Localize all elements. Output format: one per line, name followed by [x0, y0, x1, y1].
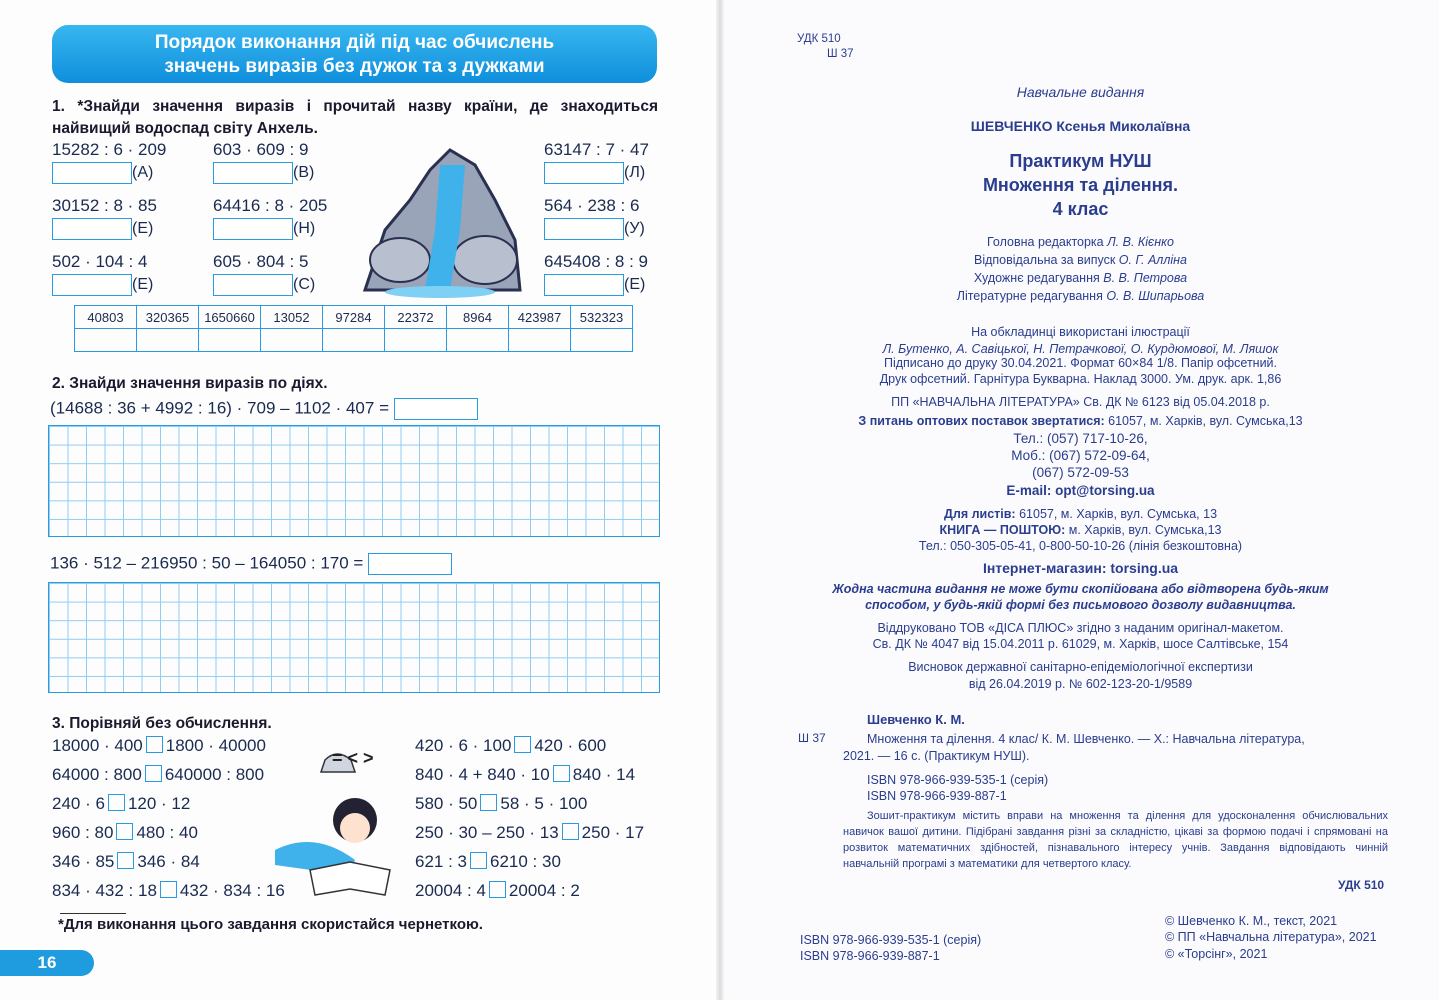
credit-person: В. В. Петрова	[1103, 271, 1188, 285]
wholesale-label: З питань оптових поставок звертатися:	[858, 414, 1105, 428]
credit-line	[722, 235, 1439, 249]
isbn-2: ISBN 978-966-939-887-1	[867, 789, 1007, 803]
letter-input-cell[interactable]	[509, 329, 571, 352]
credit-person: О. В. Шипарьова	[1106, 289, 1205, 303]
letter-input-cell[interactable]	[261, 329, 323, 352]
letter-label: (А)	[132, 164, 154, 182]
letters-address: 61057, м. Харків, вул. Сумська, 13	[1015, 507, 1218, 521]
comparison-item	[52, 852, 200, 872]
letters-label: Для листів:	[943, 507, 1016, 521]
answer-input[interactable]	[394, 398, 478, 420]
comparison-right: 346 · 84	[137, 852, 200, 871]
task1-item	[213, 196, 327, 240]
comparison-right: 20004 : 2	[508, 881, 580, 900]
credit-role: Художнє редагування	[973, 271, 1104, 285]
credit-line	[722, 253, 1439, 267]
page-number: 16	[0, 950, 94, 976]
comparison-item	[415, 881, 580, 901]
answer-value: 1650660	[199, 306, 261, 329]
isbn-1: ISBN 978-966-939-535-1 (серія)	[867, 773, 1049, 787]
comparison-left: 420 · 6 · 100	[415, 736, 512, 755]
book-spine	[716, 0, 724, 1000]
udk-top: УДК 510	[797, 33, 841, 45]
comparison-right: 250 · 17	[581, 823, 645, 842]
comparison-item	[52, 823, 198, 843]
letter-label: (Е)	[624, 276, 646, 294]
task1-item	[213, 140, 314, 184]
sanitary-2: від 26.04.2019 р. № 602-123-20-1/9589	[968, 677, 1193, 691]
expression: 30152 : 8 · 85	[52, 196, 157, 215]
credit-line	[722, 289, 1439, 303]
comparison-item	[415, 765, 635, 785]
comparison-right: 420 · 600	[534, 736, 607, 755]
letter-label: (Е)	[132, 276, 154, 294]
task1-item	[52, 140, 166, 184]
waterfall-illustration	[355, 140, 525, 300]
letter-input-cell[interactable]	[385, 329, 447, 352]
answer-table	[74, 305, 633, 352]
comparison-sign-input[interactable]	[146, 736, 163, 753]
answer-input[interactable]	[544, 162, 624, 184]
comparison-left: 834 · 432 : 18	[52, 881, 157, 900]
print-info-1: Підписано до друку 30.04.2021. Формат 60×84 1/8. Папір офсетний.	[883, 356, 1278, 370]
comparison-sign-input[interactable]	[160, 881, 177, 898]
comparison-left: 580 · 50	[415, 794, 478, 813]
comparison-right: 640000 : 800	[164, 765, 265, 784]
answer-value: 22372	[385, 306, 447, 329]
answer-input[interactable]	[52, 218, 132, 240]
comparison-left: 240 · 6	[52, 794, 105, 813]
comparison-item	[52, 881, 285, 901]
answer-value: 532323	[571, 306, 633, 329]
comparison-right: 1800 · 40000	[165, 736, 266, 755]
wholesale-address: 61057, м. Харків, вул. Сумська,13	[1104, 414, 1303, 428]
comparison-sign-input[interactable]	[116, 823, 133, 840]
expression-text: 136 · 512 – 216950 : 50 – 164050 : 170 =	[50, 553, 364, 573]
banner-line: значень виразів без дужок та з дужками	[164, 56, 545, 77]
girl-reading-illustration	[255, 740, 405, 900]
expression: 603 · 609 : 9	[213, 140, 309, 159]
comparison-right: 120 · 12	[127, 794, 191, 813]
phone-3: (067) 572-09-53	[1032, 465, 1129, 480]
task1-item	[52, 252, 153, 296]
expression: 63147 : 7 · 47	[544, 140, 649, 159]
tel-line: Тел.: 050-305-05-41, 0-800-50-10-26 (лінія безкоштовна)	[918, 539, 1243, 553]
answer-input[interactable]	[52, 162, 132, 184]
copyright-notice-2: способом, у будь-якій формі без письмового дозволу видавництва.	[865, 598, 1296, 612]
answer-input[interactable]	[52, 274, 132, 296]
comparison-sign-input[interactable]	[470, 852, 487, 869]
comparison-sign-input[interactable]	[108, 794, 125, 811]
author: ШЕВЧЕНКО Ксенья Миколаївна	[970, 118, 1191, 134]
letter-label: (Е)	[132, 220, 154, 238]
work-grid-1[interactable]	[48, 425, 660, 537]
comparison-sign-input[interactable]	[145, 765, 162, 782]
comparison-sign-input[interactable]	[480, 794, 497, 811]
code-top: Ш 37	[827, 48, 854, 60]
expression: 645408 : 8 : 9	[544, 252, 648, 271]
footnote: *Для виконання цього завдання скористайся чернеткою.	[58, 916, 483, 933]
annotation: Зошит-практикум містить вправи на множення та ділення для удосконалення обчислювальних навичок вашої дитини. Підібрані завдання різні за складністю, цікаві за формою подачі і спрямовані на розвиток математичних здібностей, пізнавального інтересу учнів. Завдання відповідають чинній навчальній програмі з математики для четвертого класу.	[843, 810, 1388, 870]
copyright-1: © Шевченко К. М., текст, 2021	[1165, 914, 1338, 928]
task1-item	[213, 252, 315, 296]
letter-input-cell[interactable]	[137, 329, 199, 352]
comparison-right: 480 : 40	[136, 823, 198, 842]
book-title-3: 4 клас	[1052, 199, 1109, 219]
task2-expression-1	[50, 398, 478, 420]
comparison-left: 64000 : 800	[52, 765, 142, 784]
task1-item	[544, 140, 649, 184]
comparison-item	[415, 823, 644, 843]
mail-address: м. Харків, вул. Сумська,13	[1065, 523, 1222, 537]
illustrations-label: На обкладинці використані ілюстрації	[971, 325, 1190, 339]
biblio-code: Ш 37	[798, 731, 826, 745]
letter-input-cell[interactable]	[75, 329, 137, 352]
task1-title: 1. *Знайди значення виразів і прочитай назву країни, де знаходиться найвищий водоспад світу Анхель.	[52, 98, 658, 137]
comparison-item	[52, 794, 190, 814]
expression-text: (14688 : 36 + 4992 : 16) · 709 – 1102 · 407 =	[50, 398, 389, 418]
credit-person: О. Г. Алліна	[1118, 253, 1187, 267]
letter-input-cell[interactable]	[571, 329, 633, 352]
answer-input[interactable]	[213, 274, 293, 296]
expression: 502 · 104 : 4	[52, 252, 148, 271]
comparison-item	[415, 852, 561, 872]
biblio-text-1: Множення та ділення. 4 клас/ К. М. Шевченко. — Х.: Навчальна література,	[867, 732, 1305, 746]
section-banner	[52, 25, 657, 83]
answer-input[interactable]	[368, 553, 452, 575]
expression: 64416 : 8 · 205	[213, 196, 328, 215]
isbn-bottom-1: ISBN 978-966-939-535-1 (серія)	[800, 933, 982, 947]
answer-input[interactable]	[213, 162, 293, 184]
comparison-item	[415, 794, 587, 814]
task1-item	[544, 196, 645, 240]
print-info-2: Друк офсетний. Гарнітура Букварна. Наклад 3000. Ум. друк. арк. 1,86	[879, 372, 1282, 386]
answer-value: 13052	[261, 306, 323, 329]
answer-input[interactable]	[213, 218, 293, 240]
sanitary-1: Висновок державної санітарно-епідеміологічної експертизи	[908, 660, 1253, 674]
comparison-sign-input[interactable]	[514, 736, 531, 753]
comparison-sign-input[interactable]	[553, 765, 570, 782]
answer-input[interactable]	[544, 218, 624, 240]
banner-line: Порядок виконання дій під час обчислень	[154, 32, 555, 53]
book-title-1: Практикум НУШ	[1009, 151, 1152, 171]
printed-2: Св. ДК № 4047 від 15.04.2011 р. 61029, м. Харків, шосе Салтівське, 154	[872, 637, 1289, 651]
comparison-signs-bubble: = < >	[332, 748, 374, 768]
letter-label: (У)	[624, 220, 645, 238]
comparison-right: 6210 : 30	[490, 852, 561, 871]
online-shop[interactable]: Інтернет-магазин: torsing.ua	[982, 560, 1179, 576]
task1-item	[544, 252, 648, 296]
comparison-right: 58 · 5 · 100	[500, 794, 588, 813]
comparison-left: 18000 · 400	[52, 736, 143, 755]
task2-title: 2. Знайди значення виразів по діях.	[52, 375, 328, 392]
letter-input-cell[interactable]	[447, 329, 509, 352]
comparison-left: 250 · 30 – 250 · 13	[415, 823, 559, 842]
answer-value: 423987	[509, 306, 571, 329]
letter-input-cell[interactable]	[199, 329, 261, 352]
letter-label: (С)	[293, 276, 316, 294]
comparison-right: 840 · 14	[572, 765, 636, 784]
comparison-sign-input[interactable]	[117, 852, 134, 869]
letter-input-cell[interactable]	[323, 329, 385, 352]
credit-person: Л. В. Кієнко	[1107, 235, 1174, 249]
biblio-author: Шевченко К. М.	[867, 712, 965, 727]
comparison-item	[52, 736, 266, 756]
copyright-2: © ПП «Навчальна література», 2021	[1165, 930, 1377, 944]
answer-value: 320365	[137, 306, 199, 329]
comparison-left: 960 : 80	[52, 823, 114, 842]
comparison-left: 20004 : 4	[415, 881, 486, 900]
letter-label: (Л)	[624, 164, 646, 182]
task2-expression-2	[50, 553, 452, 575]
phone-1: Тел.: (057) 717-10-26,	[1013, 431, 1148, 446]
edition-type: Навчальне видання	[1016, 84, 1145, 100]
credit-role: Головна редакторка	[987, 235, 1108, 249]
credit-role: Відповідальна за випуск	[974, 253, 1119, 267]
credit-role: Літературне редагування	[956, 289, 1107, 303]
answer-input[interactable]	[544, 274, 624, 296]
comparison-sign-input[interactable]	[562, 823, 579, 840]
comparison-sign-input[interactable]	[489, 881, 506, 898]
work-grid-2[interactable]	[48, 582, 660, 693]
isbn-bottom-2: ISBN 978-966-939-887-1	[800, 949, 940, 963]
biblio-text-2: 2021. — 16 с. (Практикум НУШ).	[843, 749, 1030, 763]
comparison-left: 621 : 3	[415, 852, 467, 871]
task1-item	[52, 196, 157, 240]
answer-value: 40803	[75, 306, 137, 329]
answer-value: 97284	[323, 306, 385, 329]
illustrators: Л. Бутенко, А. Савіцької, Н. Петрачкової, О. Курдюмової, М. Ляшок	[882, 342, 1279, 356]
comparison-left: 346 · 85	[52, 852, 115, 871]
expression: 564 · 238 : 6	[544, 196, 640, 215]
copyright-3: © «Торсінг», 2021	[1165, 947, 1268, 961]
letter-label: (В)	[293, 164, 315, 182]
publisher: ПП «НАВЧАЛЬНА ЛІТЕРАТУРА» Св. ДК № 6123 від 05.04.2018 р.	[891, 395, 1270, 409]
printed-1: Віддруковано ТОВ «ДІСА ПЛЮС» згідно з наданим оригінал-макетом.	[877, 621, 1284, 635]
copyright-notice-1: Жодна частина видання не може бути скопійована або відтворена будь-яким	[832, 582, 1329, 596]
mail-label: КНИГА — ПОШТОЮ:	[939, 523, 1066, 537]
footnote-divider	[60, 913, 126, 914]
email[interactable]: E-mail: opt@torsing.ua	[1006, 483, 1155, 498]
comparison-right: 432 · 834 : 16	[179, 881, 285, 900]
answer-value: 8964	[447, 306, 509, 329]
book-title-2: Множення та ділення.	[982, 175, 1179, 195]
udk-bottom: УДК 510	[1338, 878, 1385, 892]
credit-line	[722, 271, 1439, 285]
phone-2: Моб.: (067) 572-09-64,	[1011, 448, 1150, 463]
expression: 15282 : 6 · 209	[52, 140, 167, 159]
task3-title: 3. Порівняй без обчислення.	[52, 715, 272, 732]
comparison-item	[415, 736, 606, 756]
comparison-item	[52, 765, 264, 785]
letter-label: (Н)	[293, 220, 316, 238]
comparison-left: 840 · 4 + 840 · 10	[415, 765, 550, 784]
expression: 605 · 804 : 5	[213, 252, 309, 271]
